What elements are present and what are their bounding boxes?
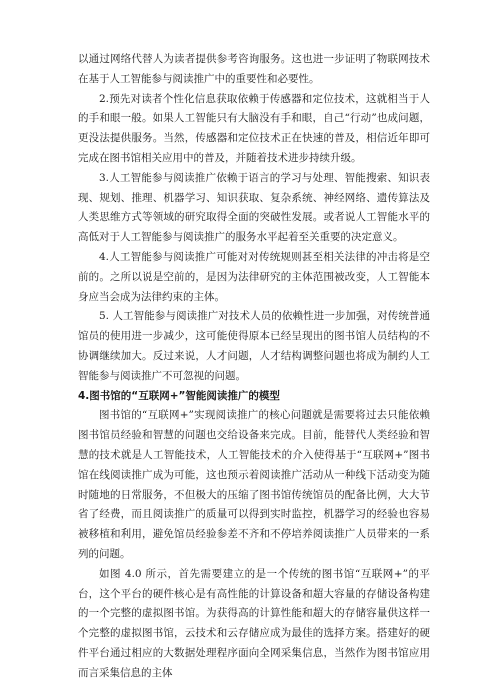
paragraph-ai-research: 3.人工智能参与阅读推广依赖于语言的学习与处理、智能搜索、知识表现、规划、推理、机器学习、知识获取、复杂系统、神经网络、遗传算法及人类思维方式等领域的研究取得全面的突破性发展。或者说人工智能水平的高低对于人工智能参与阅读推广的服务水平起着至关重要的决定意义。 xyxy=(78,171,430,244)
document-body xyxy=(78,50,430,684)
paragraph-sensors-positioning: 2.预先对读者个性化信息获取依赖于传感器和定位技术，这就相当于人的手和眼一般。如果人工智能只有大脑没有手和眼，自己“行动”也成问题，更没法提供服务。当然，传感器和定位技术正在快速的普及，相信近年即可完成在图书馆相关应用中的普及，并随着技术进步持续升级。 xyxy=(78,92,430,164)
paragraph-staff-structure: 5. 人工智能参与阅读推广对技术人员的依赖性进一步加强，对传统普通馆员的使用进一步减少，这可能使得原本已经呈现出的图书馆人员结构的不协调继续加大。反过来说，人才问题，人才结构调整问题也将成为制约人工智能参与阅读推广不可忽视的问题。 xyxy=(78,310,430,382)
paragraph-model-core: 图书馆的“互联网+”实现阅读推广的核心问题就是需要将过去只能依赖图书馆员经验和智慧的问题也交给设备来完成。目前，能替代人类经验和智慧的技术就是人工智能技术，人工智能技术的介入使得基于“互联网+”图书馆在线阅读推广成为可能，这也预示着阅读推广活动从一种线下活动变为随时随地的日常服务，不但极大的压缩了图书馆传统馆员的配备比例，大大节省了经费，而且阅读推广的质量可以得到实时监控，机器学习的经验也容易被移植和利用，避免馆员经验参差不齐和不停培养阅读推广人员带来的一系列的问题。 xyxy=(78,409,430,560)
paragraph-figure-platform: 如图 4.0 所示，首先需要建立的是一个传统的图书馆“互联网+”的平台，这个平台的硬件核心是有高性能的计算设备和超大容量的存储设备构建的一个完整的虚拟图书馆。为获得高的计算性能和超大的存储容量供这样一个完整的虚拟图书馆，云技术和云存储应成为最佳的选择方案。搭建好的硬件平台通过相应的大数据处理程序面向全网采集信息，当然作为图书馆应用而言采集信息的主体 xyxy=(78,567,430,679)
section-heading: 4.图书馆的“互联网+”智能阅读推广的模型 xyxy=(78,389,280,402)
paragraph-legal-impact: 4.人工智能参与阅读推广可能对对传统规则甚至相关法律的冲击将是空前的。之所以说是空前的，是因为法律研究的主体范围被改变，人工智能本身应当会成为法律约束的主体。 xyxy=(78,250,430,303)
paragraph-iot-summary: 以通过网络代替人为读者提供参考咨询服务。这也进一步证明了物联网技术在基于人工智能参与阅读推广中的重要性和必要性。 xyxy=(78,53,430,85)
